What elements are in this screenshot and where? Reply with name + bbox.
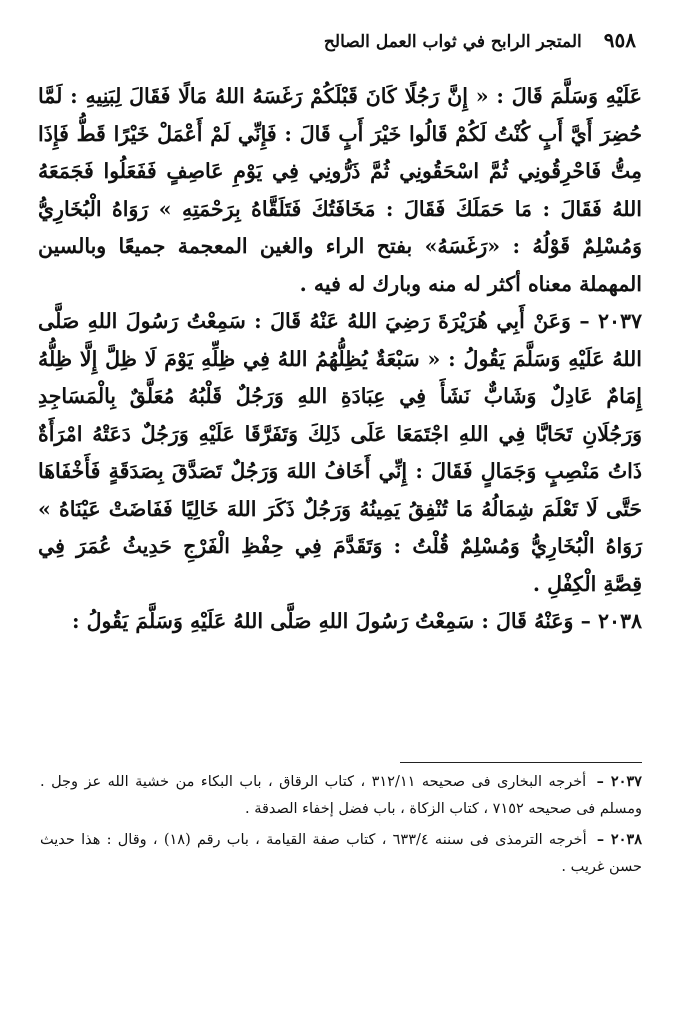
footnotes [40, 768, 642, 884]
hadith-number: ٢٠٣٨ – [580, 609, 642, 633]
footnote-2038 [40, 826, 642, 881]
hadith-2037 [38, 303, 642, 603]
hadith-2038 [38, 603, 642, 641]
footnote-text: أخرجه البخارى فى صحيحه ٣١٢/١١ ، كتاب الرقاق ، باب البكاء من خشية الله عز وجل . ومسلم فى صحيحه ٧١٥٢ ، كتاب الزكاة ، باب فضل إخفاء الصدقة . [40, 774, 642, 817]
footnote-divider [400, 762, 642, 763]
running-title: المتجر الرابح في ثواب العمل الصالح [323, 32, 582, 52]
footnote-number: ٢٠٣٧ – [596, 773, 642, 790]
hadith-2036-continuation: عَلَيْهِ وَسَلَّمَ قَالَ : « إِنَّ رَجُلًا كَانَ قَبْلَكُمْ رَغَسَهُ اللهُ مَالًا فَقَالَ لِبَنِيهِ : لَمَّا حُضِرَ أَيَّ أَبٍ كُنْتُ لَكُمْ قَالُوا خَيْرَ أَبٍ قَالَ : فَإِنِّي لَمْ أَعْمَلْ خَيْرًا قَطُّ فَإِذَا مِتُّ فَاحْرِقُونِي ثُمَّ اسْحَقُونِي ثُمَّ ذَرُّونِي فِي يَوْمِ عَاصِفٍ فَفَعَلُوا فَجَمَعَهُ اللهُ فَقَالَ : مَا حَمَلَكَ فَقَالَ : مَخَافَتُكَ فَتَلَقَّاهُ بِرَحْمَتِهِ » رَوَاهُ الْبُخَارِيُّ وَمُسْلِمٌ قَوْلُهُ : «رَغَسَهُ» بفتح الراء والغين المعجمة جميعًا وبالسين المهملة معناه أكثر له منه وبارك له فيه . [38, 84, 642, 296]
footnote-text: أخرجه الترمذى فى سننه ٦٣٣/٤ ، كتاب صفة القيامة ، باب رقم (١٨) ، وقال : هذا حديث حسن غريب . [40, 832, 642, 875]
hadith-text: وَعَنْهُ قَالَ : سَمِعْتُ رَسُولَ اللهِ صَلَّى اللهُ عَلَيْهِ وَسَلَّمَ يَقُولُ : [71, 609, 574, 633]
hadith-text: وَعَنْ أَبِي هُرَيْرَةَ رَضِيَ اللهُ عَنْهُ قَالَ : سَمِعْتُ رَسُولَ اللهِ صَلَّى اللهُ عَلَيْهِ وَسَلَّمَ يَقُولُ : « سَبْعَةٌ يُظِلُّهُمُ اللهُ فِي ظِلِّهِ يَوْمَ لَا ظِلَّ إِلَّا ظِلُّهُ إِمَامٌ عَادِلٌ وَشَابٌّ نَشَأَ فِي عِبَادَةِ اللهِ وَرَجُلٌ قَلْبُهُ مُعَلَّقٌ بِالْمَسَاجِدِ وَرَجُلَانِ تَحَابَّا فِي اللهِ اجْتَمَعَا عَلَى ذَلِكَ وَتَفَرَّقَا عَلَيْهِ وَرَجُلٌ دَعَتْهُ امْرَأَةٌ ذَاتُ مَنْصِبٍ وَجَمَالٍ فَقَالَ : إِنِّي أَخَافُ اللهَ وَرَجُلٌ تَصَدَّقَ بِصَدَقَةٍ فَأَخْفَاهَا حَتَّى لَا تَعْلَمَ شِمَالُهُ مَا تُنْفِقُ يَمِينُهُ وَرَجُلٌ ذَكَرَ اللهَ خَالِيًا فَفَاضَتْ عَيْنَاهُ » رَوَاهُ الْبُخَارِيُّ وَمُسْلِمٌ قُلْتُ : وَتَقَدَّمَ فِي حِفْظِ الْفَرْجِ حَدِيثُ عُمَرَ فِي قِصَّةِ الْكِفْلِ . [38, 309, 642, 596]
page-header [38, 28, 642, 58]
page-number: ٩٥٨ [603, 28, 636, 52]
footnote-2037 [40, 768, 642, 823]
main-text [38, 78, 642, 641]
footnote-number: ٢٠٣٨ – [596, 831, 642, 848]
hadith-number: ٢٠٣٧ – [579, 309, 643, 333]
